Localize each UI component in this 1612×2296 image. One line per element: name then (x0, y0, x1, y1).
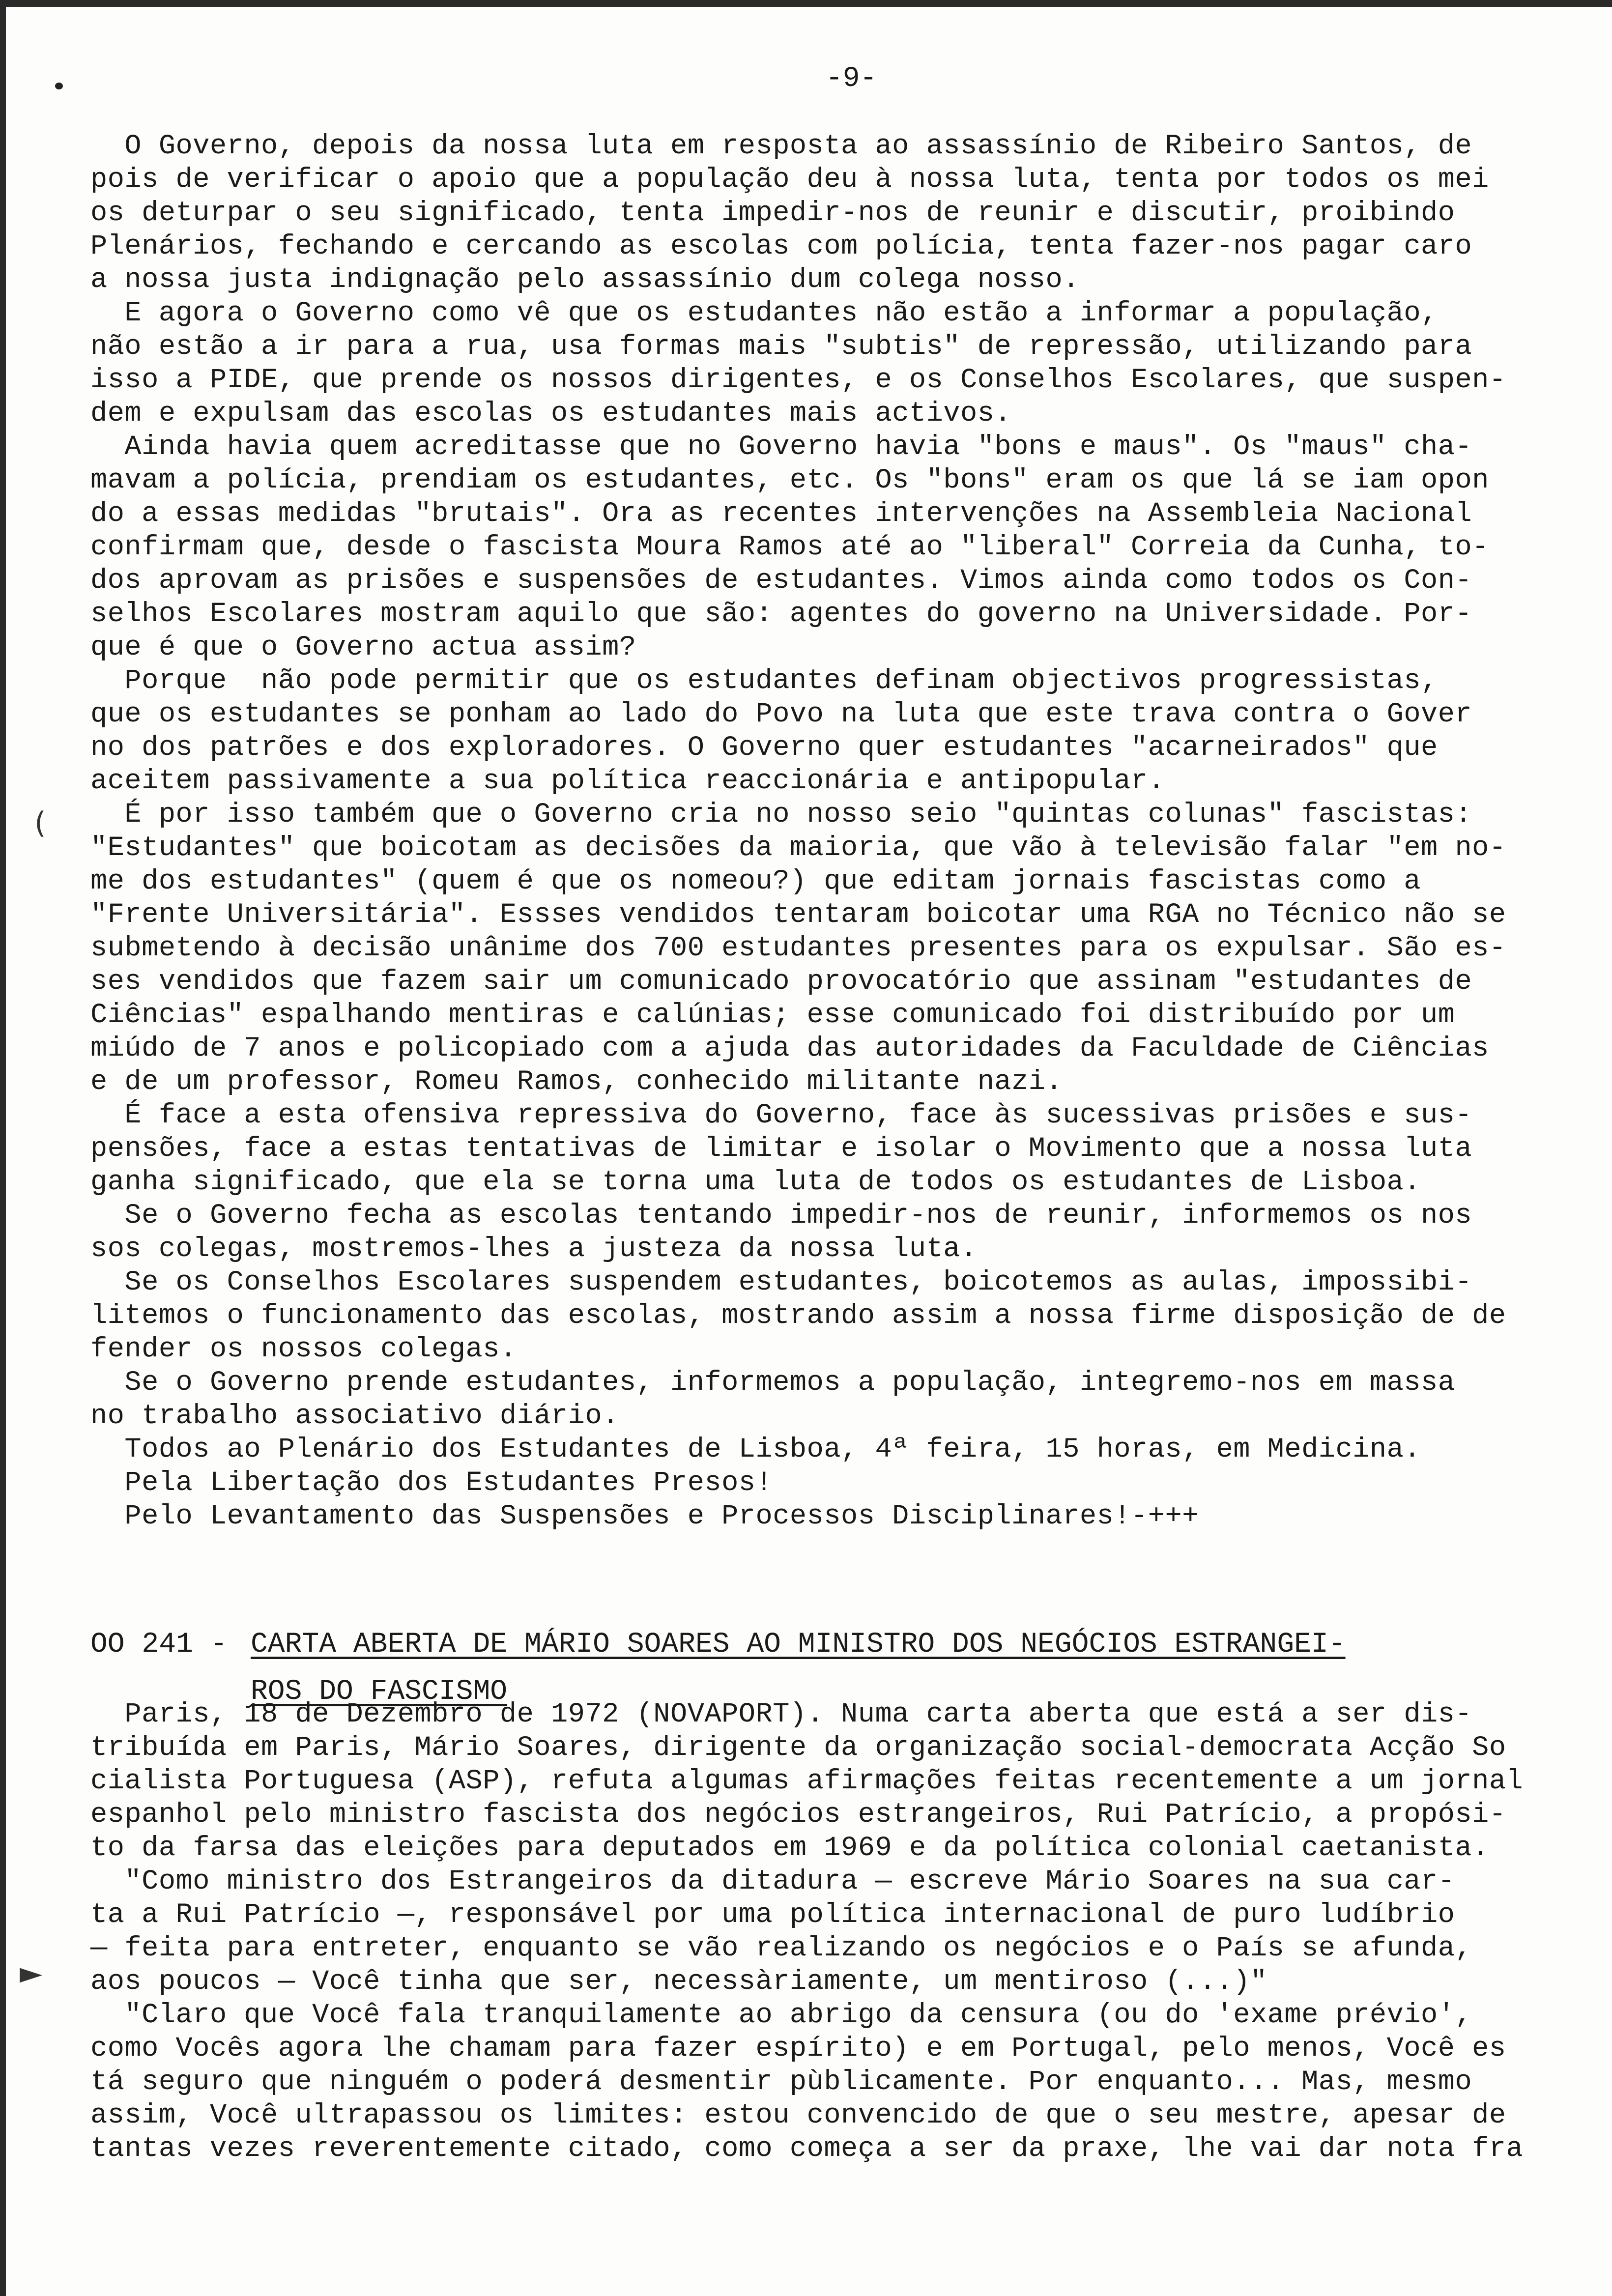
text-line: tá seguro que ninguém o poderá desmentir pùblicamente. Por enquanto... Mas, mesmo (90, 2066, 1472, 2098)
text-line: É face a esta ofensiva repressiva do Governo, face às sucessivas prisões e sus- (90, 1100, 1472, 1131)
text-line: pois de verificar o apoio que a população deu à nossa luta, tenta por todos os mei (90, 164, 1489, 196)
text-line: dem e expulsam das escolas os estudantes mais activos. (90, 398, 1012, 430)
text-line: "Frente Universitária". Essses vendidos tentaram boicotar uma RGA no Técnico não se (90, 899, 1506, 931)
text-line: Se o Governo prende estudantes, informemos a população, integremo-nos em massa (90, 1367, 1455, 1399)
text-line: Pelo Levantamento das Suspensões e Processos Disciplinares!-+++ (90, 1501, 1199, 1532)
text-line: Porque não pode permitir que os estudantes definam objectivos progressistas, (90, 665, 1438, 697)
article-title-line-1: CARTA ABERTA DE MÁRIO SOARES AO MINISTRO DOS NEGÓCIOS ESTRANGEI- (251, 1629, 1346, 1661)
text-line: pensões, face a estas tentativas de limitar e isolar o Movimento que a nossa luta (90, 1133, 1472, 1165)
text-line: do a essas medidas "brutais". Ora as recentes intervenções na Assembleia Nacional (90, 498, 1472, 530)
text-line: tantas vezes reverentemente citado, como começa a ser da praxe, lhe vai dar nota fra (90, 2133, 1524, 2165)
text-line: aos poucos — Você tinha que ser, necessàriamente, um mentiroso (...)" (90, 1966, 1267, 1998)
text-line: dos aprovam as prisões e suspensões de estudantes. Vimos ainda como todos os Con- (90, 565, 1472, 597)
text-line: submetendo à decisão unânime dos 700 estudantes presentes para os expulsar. São es- (90, 933, 1506, 964)
page-border-left (0, 0, 6, 2296)
text-line: que os estudantes se ponham ao lado do Povo na luta que este trava contra o Gover (90, 699, 1472, 730)
text-line: miúdo de 7 anos e policopiado com a ajuda das autoridades da Faculdade de Ciências (90, 1033, 1489, 1064)
text-line: espanhol pelo ministro fascista dos negócios estrangeiros, Rui Patrício, a propósi- (90, 1799, 1506, 1831)
article-title-line-2: ROS DO FASCISMO (251, 1676, 508, 1708)
margin-bracket-mark: ( (34, 806, 46, 840)
text-line: litemos o funcionamento das escolas, mostrando assim a nossa firme disposição de de (90, 1300, 1506, 1332)
text-line: "Claro que Você fala tranquilamente ao abrigo da censura (ou do 'exame prévio', (90, 2000, 1472, 2031)
text-line: to da farsa das eleições para deputados em 1969 e da política colonial caetanista. (90, 1833, 1489, 1864)
mario-soares-letter-text (90, 1698, 1594, 2166)
text-line: Plenários, fechando e cercando as escolas com polícia, tenta fazer-nos pagar caro (90, 231, 1472, 262)
text-line: que é que o Governo actua assim? (90, 632, 636, 663)
text-line: Ainda havia quem acreditasse que no Governo havia "bons e maus". Os "maus" cha- (90, 431, 1472, 463)
item-number: OO 241 - (90, 1629, 228, 1661)
page-border-top (0, 0, 1612, 7)
ink-dot-mark (55, 83, 63, 89)
text-line: a nossa justa indignação pelo assassínio dum colega nosso. (90, 264, 1080, 296)
text-line: ses vendidos que fazem sair um comunicado provocatório que assinam "estudantes de (90, 966, 1472, 998)
text-line: Todos ao Plenário dos Estudantes de Lisboa, 4ª feira, 15 horas, em Medicina. (90, 1434, 1421, 1465)
text-line: É por isso também que o Governo cria no nosso seio "quintas colunas" fascistas: (90, 799, 1472, 831)
text-line: Ciências" espalhando mentiras e calúnias; esse comunicado foi distribuído por um (90, 1000, 1455, 1031)
text-line: não estão a ir para a rua, usa formas mais "subtis" de repressão, utilizando para (90, 331, 1472, 363)
text-line: isso a PIDE, que prende os nossos dirigentes, e os Conselhos Escolares, que suspen- (90, 365, 1506, 396)
page-number: -9- (826, 63, 877, 95)
text-line: aceitem passivamente a sua política reaccionária e antipopular. (90, 766, 1165, 797)
text-line: confirmam que, desde o fascista Moura Ramos até ao "liberal" Correia da Cunha, to- (90, 532, 1489, 563)
text-line: "Estudantes" que boicotam as decisões da maioria, que vão à televisão falar "em no- (90, 832, 1506, 864)
student-movement-text (90, 130, 1594, 1533)
text-line: como Vocês agora lhe chamam para fazer espírito) e em Portugal, pelo menos, Você es (90, 2033, 1506, 2065)
text-line: selhos Escolares mostram aquilo que são: agentes do governo na Universidade. Por- (90, 599, 1472, 630)
text-line: O Governo, depois da nossa luta em resposta ao assassínio de Ribeiro Santos, de (90, 131, 1472, 162)
text-line: Se o Governo fecha as escolas tentando impedir-nos de reunir, informemos os nos (90, 1200, 1472, 1232)
text-line: ganha significado, que ela se torna uma luta de todos os estudantes de Lisboa. (90, 1167, 1421, 1198)
text-line: sos colegas, mostremos-lhes a justeza da nossa luta. (90, 1234, 978, 1265)
text-line: cialista Portuguesa (ASP), refuta algumas afirmações feitas recentemente a um jornal (90, 1766, 1524, 1797)
text-line: tribuída em Paris, Mário Soares, dirigente da organização social-democrata Acção So (90, 1732, 1506, 1764)
text-line: mavam a polícia, prendiam os estudantes, etc. Os "bons" eram os que lá se iam opon (90, 465, 1489, 496)
text-line: os deturpar o seu significado, tenta impedir-nos de reunir e discutir, proibindo (90, 198, 1455, 229)
margin-arrow-mark: ► (20, 1956, 43, 1990)
text-line: E agora o Governo como vê que os estudantes não estão a informar a população, (90, 298, 1438, 329)
text-line: Paris, 18 de Dezembro de 1972 (NOVAPORT). Numa carta aberta que está a ser dis- (90, 1699, 1472, 1730)
text-line: e de um professor, Romeu Ramos, conhecido militante nazi. (90, 1066, 1063, 1098)
text-line: no trabalho associativo diário. (90, 1401, 619, 1432)
text-line: assim, Você ultrapassou os limites: estou convencido de que o seu mestre, apesar de (90, 2100, 1506, 2131)
text-line: fender os nossos colegas. (90, 1334, 517, 1365)
text-line: no dos patrões e dos exploradores. O Governo quer estudantes "acarneirados" que (90, 732, 1438, 764)
text-line: ta a Rui Patrício —, responsável por uma política internacional de puro ludíbrio (90, 1899, 1455, 1931)
text-line: Pela Libertação dos Estudantes Presos! (90, 1467, 773, 1499)
text-line: me dos estudantes" (quem é que os nomeou?) que editam jornais fascistas como a (90, 866, 1421, 897)
text-line: — feita para entreter, enquanto se vão realizando os negócios e o País se afunda, (90, 1933, 1472, 1964)
text-line: "Como ministro dos Estrangeiros da ditadura — escreve Mário Soares na sua car- (90, 1866, 1455, 1897)
text-line: Se os Conselhos Escolares suspendem estudantes, boicotemos as aulas, impossibi- (90, 1267, 1472, 1298)
